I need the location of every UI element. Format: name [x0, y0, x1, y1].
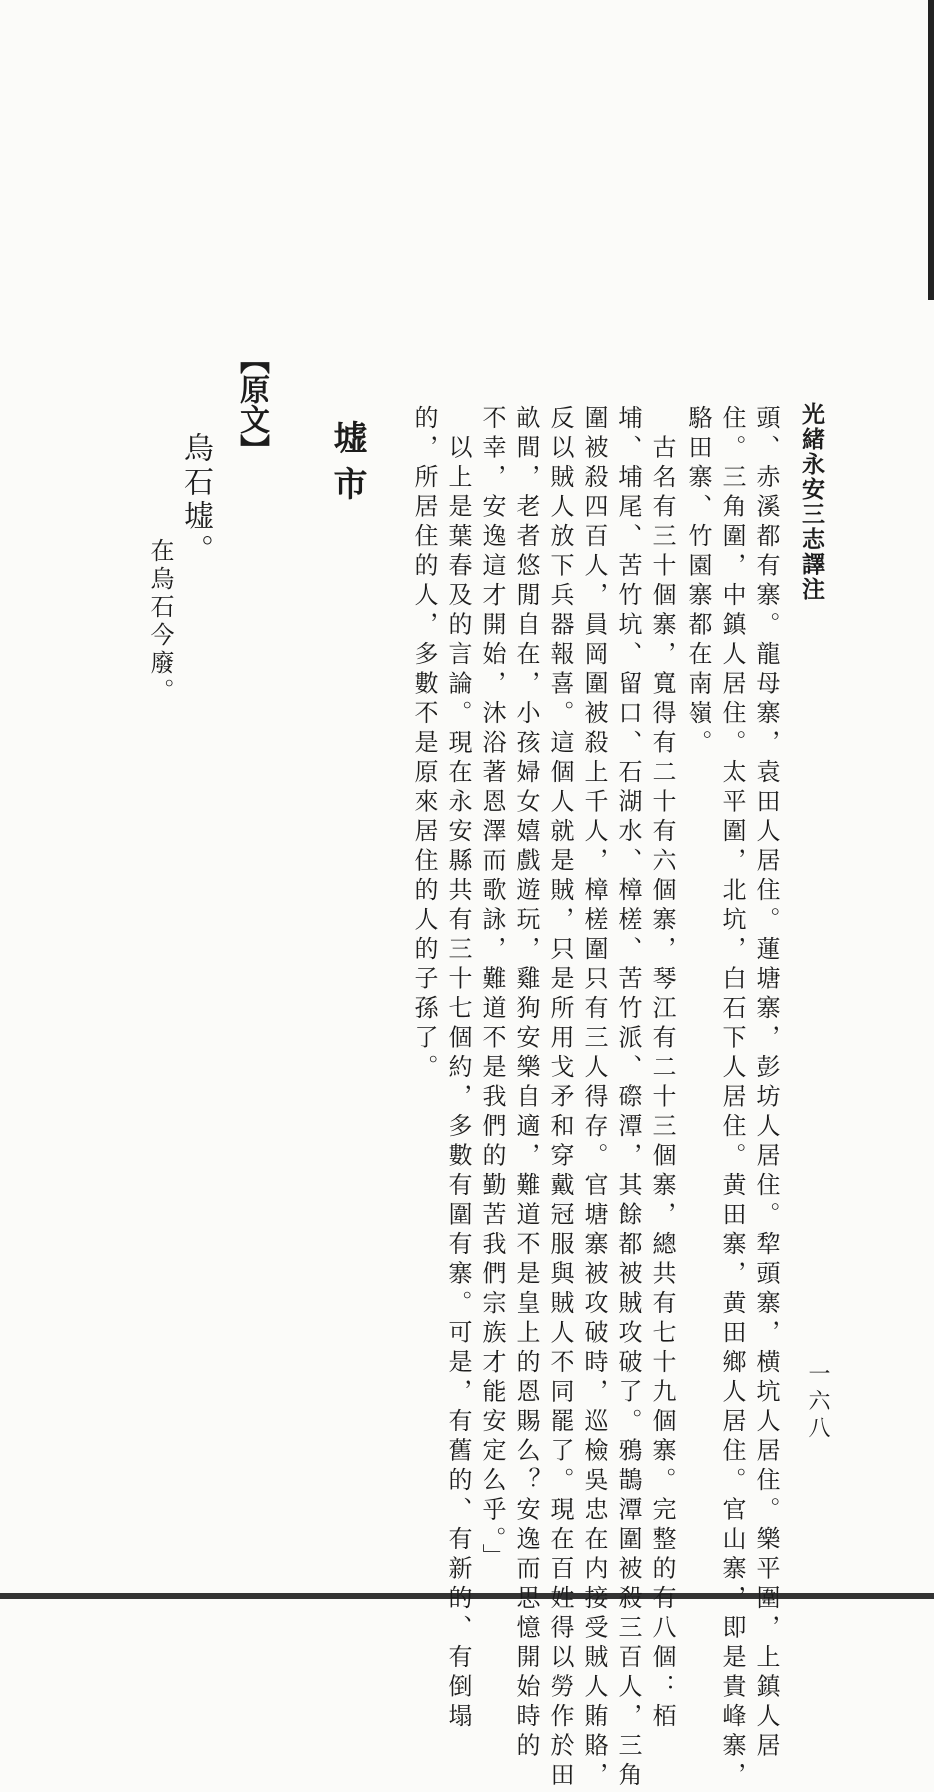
text-column-9: 不幸，安逸這才開始，沐浴著恩澤而歌詠，難道不是我們的勤苦我們宗族才能安定么乎。」 — [478, 405, 506, 1573]
entry-note: 在烏石今廢。 — [146, 538, 174, 706]
text-column-4: 古名有三十個寨，寬得有二十有六個寨，琴江有二十三個寨，總共有七十九個寨。完整的有八個：栢 — [648, 405, 676, 1733]
text-column-8: 畝間，老者悠閒自在，小孩婦女嬉戲遊玩，雞狗安樂自適，難道不是皇上的恩賜么？安逸而思憶開始時的 — [512, 405, 540, 1762]
text-column-3: 駱田寨、竹園寨都在南嶺。 — [684, 405, 712, 759]
original-text-label: 【原文】 — [234, 344, 269, 464]
running-head: 光緒永安三志譯注 — [798, 402, 825, 602]
entry-headword: 烏石墟。 — [178, 432, 213, 568]
text-column-6: 圍被殺四百人，員岡圍被殺上千人，樟槎圍只有三人得存。官塘寨被攻破時，巡檢吳忠在内接受賊人賄賂， — [580, 405, 608, 1792]
text-column-11: 的，所居住的人，多數不是原來居住的人的子孫了。 — [410, 405, 438, 1084]
section-title: 墟市 — [327, 420, 367, 512]
page-edge-shadow — [928, 0, 934, 300]
text-column-10: 以上是葉春及的言論。現在永安縣共有三十七個約，多數有圍有寨。可是，有舊的、有新的、有倒塌 — [444, 405, 472, 1733]
text-column-7: 反以賊人放下兵器報喜。這個人就是賊，只是所用戈矛和穿戴冠服與賊人不同罷了。現在百姓得以勞作於田 — [546, 405, 574, 1792]
text-column-5: 埔、埔尾、苦竹坑、留口、石湖水、樟槎、苦竹派、磜潭，其餘都被賊攻破了。鴉鵲潭圍被殺三百人，三角 — [614, 405, 642, 1792]
text-column-2: 住。三角圍，中鎮人居住。太平圍，北坑，白石下人居住。黄田寨，黄田鄉人居住。官山寨，即是貴峰寨， — [718, 405, 746, 1792]
page-number: 一六八 — [805, 1362, 830, 1443]
text-column-1: 頭、赤溪都有寨。龍母寨，袁田人居住。蓮塘寨，彭坊人居住。犂頭寨，横坑人居住。樂平圍，上鎮人居 — [752, 405, 780, 1762]
